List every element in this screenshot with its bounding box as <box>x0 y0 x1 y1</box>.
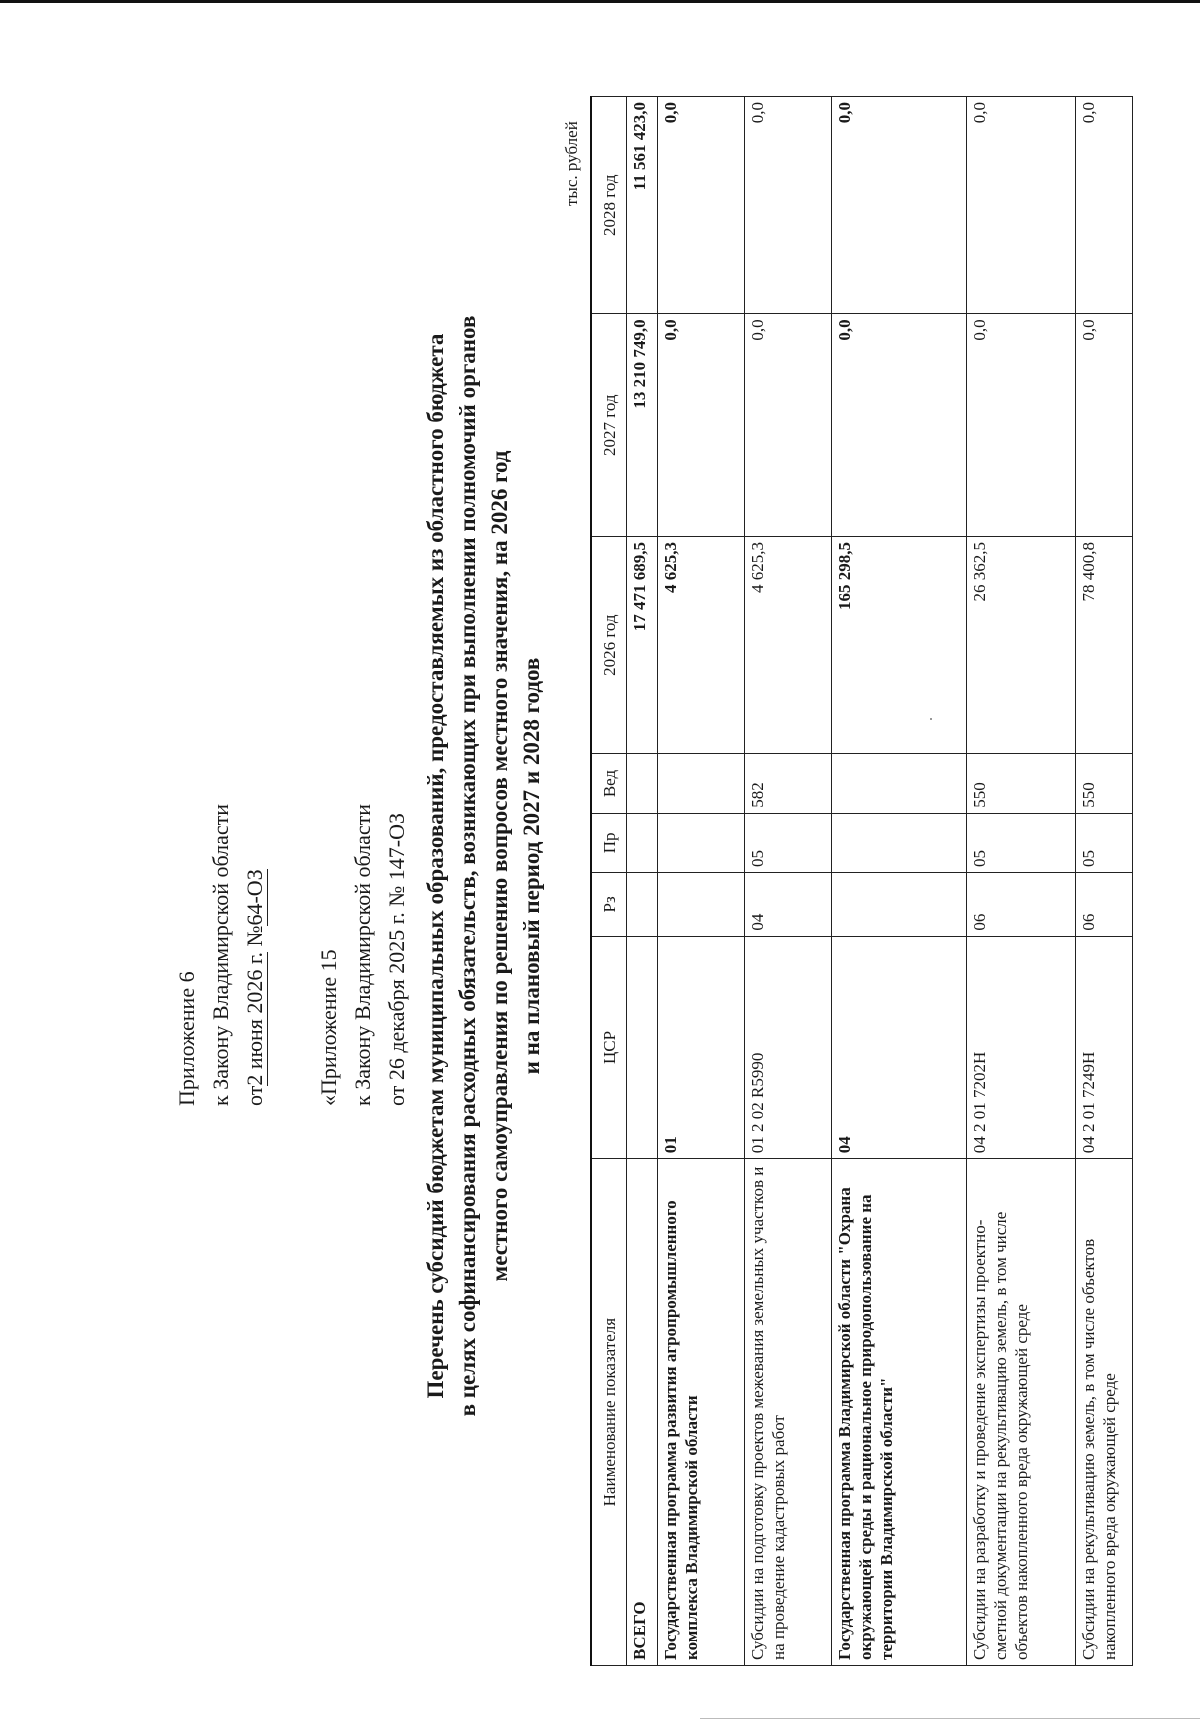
subsidies-table <box>590 96 1133 1666</box>
cell-csr: 01 2 02 R5990 <box>745 936 832 1159</box>
cell-pr: 05 <box>967 813 1076 872</box>
title-line2: в целях софинансирования расходных обязательств, возникающих при выполнении полномочий органов <box>455 315 480 1417</box>
cell-2026: 17 471 689,5 <box>627 537 658 754</box>
table-row <box>832 97 967 1666</box>
scan-top-edge <box>0 0 1200 3</box>
appendix-old-reference <box>312 804 414 1106</box>
cell-2027: 0,0 <box>745 314 832 537</box>
cell-rz <box>627 873 658 937</box>
table-row-total <box>627 97 658 1666</box>
cell-2028: 0,0 <box>967 97 1076 314</box>
cell-2026: 78 400,8 <box>1076 537 1133 754</box>
cell-2028: 0,0 <box>832 97 967 314</box>
cell-name: Субсидии на подготовку проектов межевания земельных участков и на проведение кадастровых работ <box>745 1159 832 1666</box>
cell-csr: 01 <box>658 936 745 1159</box>
cell-2028: 11 561 423,0 <box>627 97 658 314</box>
title-line1: Перечень субсидий бюджетам муниципальных образований, предоставляемых из областного бюджета <box>423 333 448 1399</box>
cell-ved: 550 <box>967 754 1076 813</box>
title-line3: местного самоуправления по решению вопросов местного значения, на 2026 год <box>487 450 512 1282</box>
cell-2027: 0,0 <box>658 314 745 537</box>
document-title <box>420 126 548 1606</box>
cell-pr <box>658 813 745 872</box>
table-row <box>967 97 1076 1666</box>
number-label: № <box>242 925 267 947</box>
appendix-old-line2: к Закону Владимирской области <box>350 803 375 1106</box>
law-number: 64-ОЗ <box>242 869 267 926</box>
cell-2027: 13 210 749,0 <box>627 314 658 537</box>
header-rz: Рз <box>591 873 627 937</box>
units-label: тыс. рублей <box>562 121 581 206</box>
cell-2026: 165 298,5 <box>832 537 967 754</box>
cell-2026: 4 625,3 <box>745 537 832 754</box>
cell-ved: 550 <box>1076 754 1133 813</box>
cell-2028: 0,0 <box>1076 97 1133 314</box>
cell-2026: 4 625,3 <box>658 537 745 754</box>
cell-2028: 0,0 <box>745 97 832 314</box>
cell-name: ВСЕГО <box>627 1159 658 1666</box>
table-row <box>1076 97 1133 1666</box>
cell-2027: 0,0 <box>1076 314 1133 537</box>
cell-ved <box>627 754 658 813</box>
cell-rz: 06 <box>967 873 1076 937</box>
appendix-new-line2: к Закону Владимирской области <box>208 803 233 1106</box>
cell-pr: 05 <box>745 813 832 872</box>
cell-2027: 0,0 <box>967 314 1076 537</box>
cell-csr: 04 <box>832 936 967 1159</box>
date-prefix: от <box>242 1085 267 1106</box>
cell-name: Государственная программа Владимирской области "Охрана окружающей среды и рациональное природопользование на территории Владимирской области" <box>832 1159 967 1666</box>
cell-pr: 05 <box>1076 813 1133 872</box>
cell-name: Субсидии на разработку и проведение экспертизы проектно-сметной документации на рекультивацию земель, в том числе объектов накопленного вреда окружающей среде <box>967 1159 1076 1666</box>
cell-ved <box>832 754 967 813</box>
cell-name: Государственная программа развития агропромышленного комплекса Владимирской области <box>658 1159 745 1666</box>
header-2027: 2027 год <box>591 314 627 537</box>
table-header-row <box>591 97 627 1666</box>
appendix-old-line3: от 26 декабря 2025 г. № 147-ОЗ <box>384 813 409 1106</box>
cell-pr <box>832 813 967 872</box>
table-row <box>745 97 832 1666</box>
cell-ved <box>658 754 745 813</box>
header-name: Наименование показателя <box>591 1159 627 1666</box>
header-csr: ЦСР <box>591 936 627 1159</box>
appendix-new-line3 <box>238 804 272 1106</box>
cell-2028: 0,0 <box>658 97 745 314</box>
appendix-old-line1: «Приложение 15 <box>316 949 341 1106</box>
table-row <box>658 97 745 1666</box>
title-line4: и на плановый период 2027 и 2028 годов <box>519 657 544 1075</box>
header-pr: Пр <box>591 813 627 872</box>
cell-csr <box>627 936 658 1159</box>
cell-rz: 04 <box>745 873 832 937</box>
cell-rz <box>658 873 745 937</box>
header-2028: 2028 год <box>591 97 627 314</box>
cell-2026: 26 362,5 <box>967 537 1076 754</box>
cell-csr: 04 2 01 7202Н <box>967 936 1076 1159</box>
appendix-new-line1: Приложение 6 <box>174 971 199 1106</box>
law-date: 2 июня 2026 г. <box>242 952 267 1086</box>
cell-pr <box>627 813 658 872</box>
appendix-new-reference <box>170 804 272 1106</box>
cell-2027: 0,0 <box>832 314 967 537</box>
document-page <box>0 6 1200 1726</box>
cell-name: Субсидии на рекультивацию земель, в том числе объектов накопленного вреда окружающей среде <box>1076 1159 1133 1666</box>
cell-ved: 582 <box>745 754 832 813</box>
cell-csr: 04 2 01 7249Н <box>1076 936 1133 1159</box>
cell-rz <box>832 873 967 937</box>
header-2026: 2026 год <box>591 537 627 754</box>
header-ved: Вед <box>591 754 627 813</box>
cell-rz: 06 <box>1076 873 1133 937</box>
